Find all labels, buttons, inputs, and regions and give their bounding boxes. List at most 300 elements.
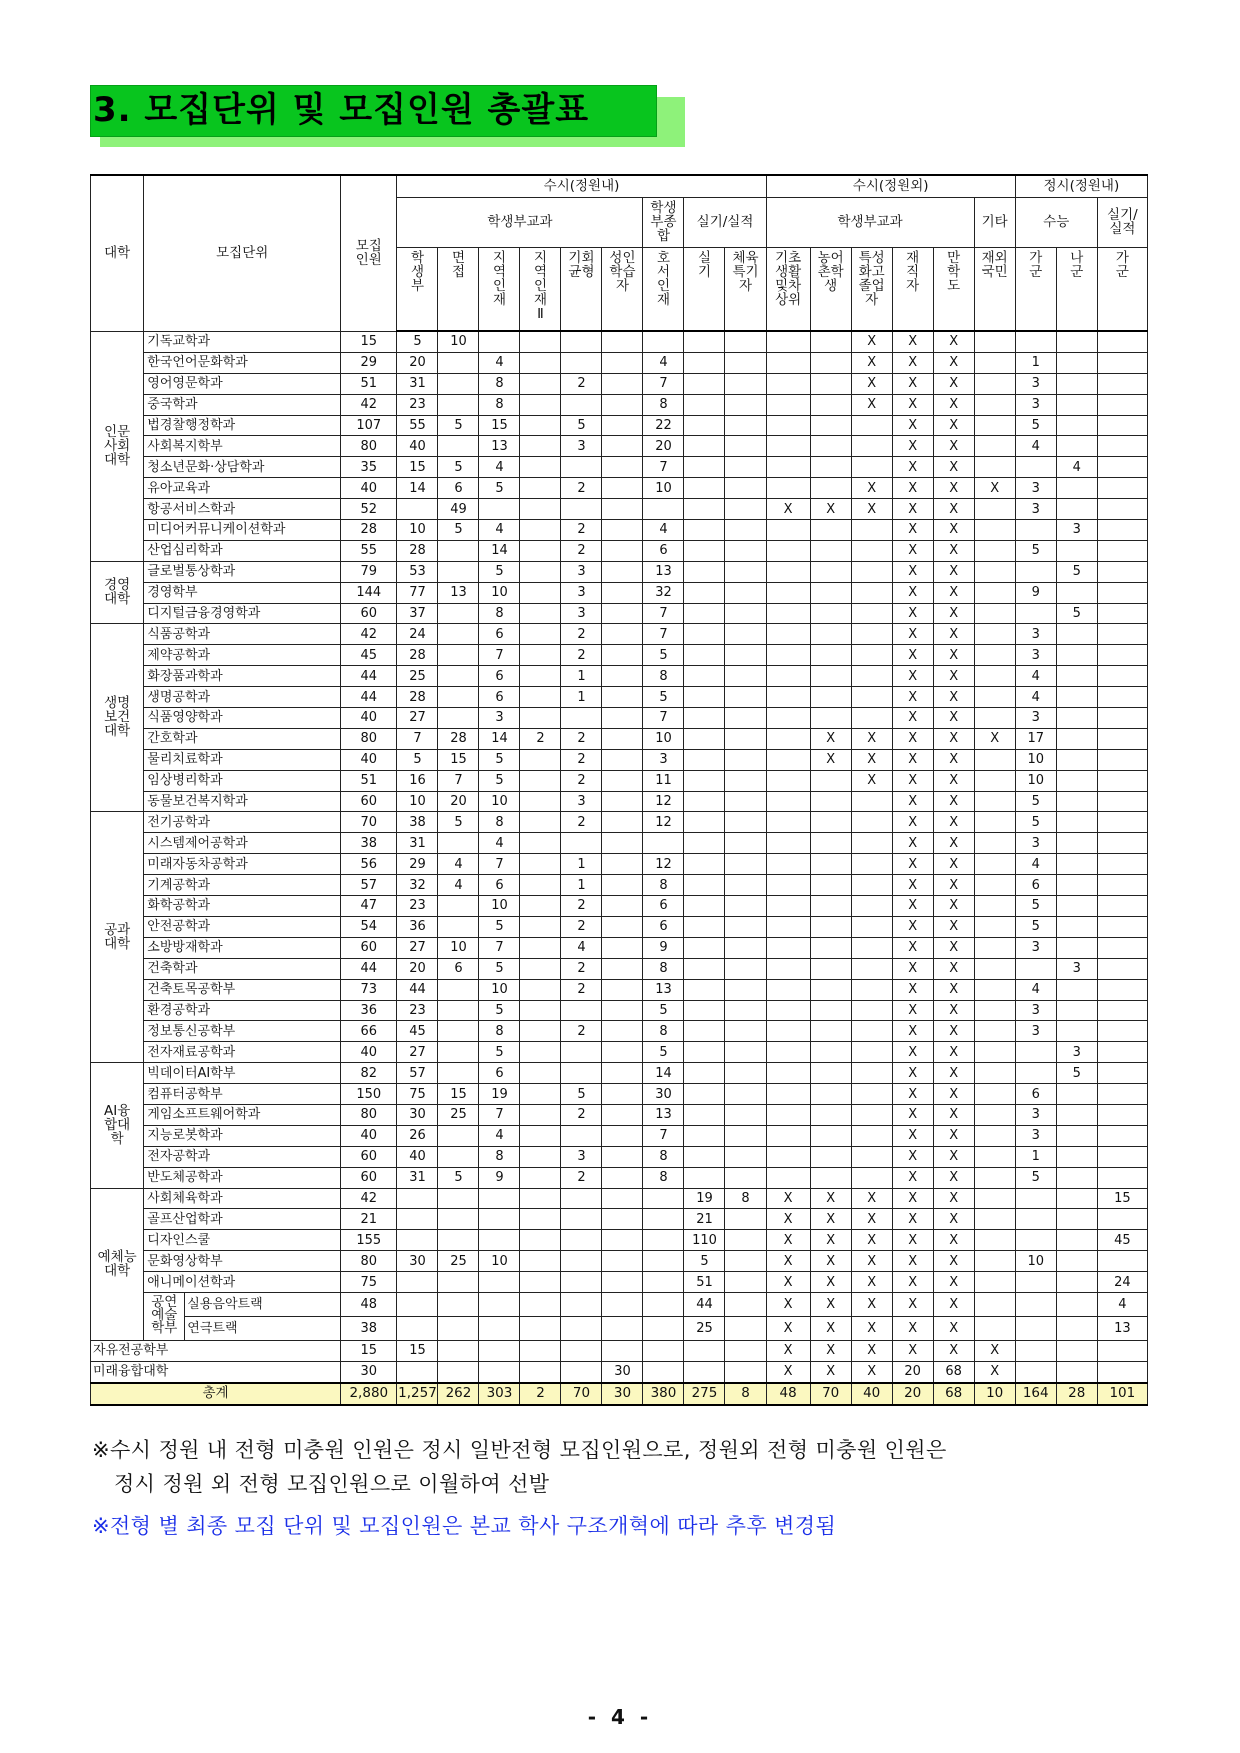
value-cell bbox=[851, 708, 892, 729]
quota-cell: 15 bbox=[341, 1340, 397, 1361]
value-cell: 16 bbox=[397, 770, 438, 791]
value-cell bbox=[643, 833, 684, 854]
value-cell bbox=[1097, 812, 1147, 833]
value-cell: X bbox=[933, 1146, 974, 1167]
value-cell: X bbox=[892, 812, 933, 833]
value-cell bbox=[974, 1000, 1015, 1021]
value-cell: 14 bbox=[479, 728, 520, 749]
quota-cell: 60 bbox=[341, 791, 397, 812]
value-cell bbox=[438, 1188, 479, 1209]
quota-cell: 80 bbox=[341, 728, 397, 749]
value-cell bbox=[851, 1104, 892, 1125]
total-cell: 20 bbox=[892, 1383, 933, 1405]
quota-cell: 40 bbox=[341, 478, 397, 499]
value-cell bbox=[725, 1146, 766, 1167]
value-cell bbox=[520, 561, 561, 582]
value-cell: 5 bbox=[643, 1000, 684, 1021]
value-cell: 6 bbox=[643, 916, 684, 937]
value-cell bbox=[1097, 540, 1147, 561]
value-cell: X bbox=[892, 1251, 933, 1272]
value-cell bbox=[974, 1125, 1015, 1146]
value-cell bbox=[766, 854, 810, 875]
value-cell bbox=[1056, 708, 1097, 729]
value-cell: X bbox=[892, 1104, 933, 1125]
value-cell bbox=[684, 833, 725, 854]
value-cell bbox=[766, 1104, 810, 1125]
value-cell: 38 bbox=[397, 812, 438, 833]
value-cell bbox=[1056, 812, 1097, 833]
value-cell bbox=[1015, 1272, 1056, 1293]
value-cell: 14 bbox=[643, 1063, 684, 1084]
value-cell: X bbox=[766, 1272, 810, 1293]
value-cell bbox=[561, 708, 602, 729]
value-cell: 2 bbox=[561, 624, 602, 645]
note-line-1: ※수시 정원 내 전형 미충원 인원은 정시 일반전형 모집인원으로, 정원외 전형 미충원 인원은 bbox=[92, 1438, 947, 1462]
value-cell bbox=[974, 937, 1015, 958]
value-cell: X bbox=[892, 1167, 933, 1188]
value-cell: X bbox=[892, 1021, 933, 1042]
value-cell bbox=[766, 958, 810, 979]
quota-cell: 44 bbox=[341, 958, 397, 979]
unit-name: 청소년문화·상담학과 bbox=[144, 457, 341, 478]
value-cell: 3 bbox=[1015, 937, 1056, 958]
value-cell bbox=[479, 1272, 520, 1293]
quota-cell: 21 bbox=[341, 1209, 397, 1230]
value-cell bbox=[766, 331, 810, 352]
value-cell: X bbox=[810, 1230, 851, 1251]
value-cell bbox=[810, 1167, 851, 1188]
value-cell bbox=[851, 624, 892, 645]
value-cell bbox=[766, 1125, 810, 1146]
value-cell bbox=[1056, 1188, 1097, 1209]
value-cell: 2 bbox=[561, 1104, 602, 1125]
value-cell: 10 bbox=[479, 896, 520, 917]
value-cell bbox=[520, 1251, 561, 1272]
value-cell bbox=[438, 1292, 479, 1316]
value-cell bbox=[725, 1251, 766, 1272]
value-cell bbox=[766, 373, 810, 394]
value-cell: X bbox=[933, 1340, 974, 1361]
unit-name: 안전공학과 bbox=[144, 916, 341, 937]
total-label: 총계 bbox=[91, 1383, 341, 1405]
value-cell: X bbox=[933, 415, 974, 436]
value-cell: 3 bbox=[1015, 373, 1056, 394]
value-cell: 40 bbox=[397, 436, 438, 457]
note-change bbox=[92, 1511, 836, 1541]
value-cell bbox=[1015, 1042, 1056, 1063]
value-cell bbox=[974, 499, 1015, 520]
value-cell bbox=[810, 958, 851, 979]
table-row bbox=[91, 833, 1148, 854]
value-cell bbox=[684, 352, 725, 373]
value-cell: 6 bbox=[479, 666, 520, 687]
value-cell bbox=[1097, 666, 1147, 687]
value-cell: 5 bbox=[397, 331, 438, 352]
value-cell bbox=[520, 352, 561, 373]
col-header: 학생부 bbox=[397, 247, 438, 331]
value-cell bbox=[438, 436, 479, 457]
value-cell bbox=[1097, 979, 1147, 1000]
value-cell: 27 bbox=[397, 1042, 438, 1063]
value-cell bbox=[810, 854, 851, 875]
value-cell bbox=[851, 666, 892, 687]
note-line-3: ※전형 별 최종 모집 단위 및 모집인원은 본교 학사 구조개혁에 따라 추후 변경됨 bbox=[92, 1514, 837, 1538]
value-cell: X bbox=[933, 561, 974, 582]
value-cell bbox=[520, 1361, 561, 1382]
value-cell bbox=[766, 791, 810, 812]
header-comprehensive: 학생부종합 bbox=[643, 197, 684, 247]
value-cell bbox=[851, 937, 892, 958]
col-header: 지역인재 bbox=[479, 247, 520, 331]
unit-name: 골프산업학과 bbox=[144, 1209, 341, 1230]
value-cell bbox=[1097, 875, 1147, 896]
quota-cell: 51 bbox=[341, 373, 397, 394]
value-cell bbox=[1056, 1104, 1097, 1125]
value-cell bbox=[397, 1316, 438, 1340]
value-cell bbox=[766, 812, 810, 833]
value-cell bbox=[851, 582, 892, 603]
value-cell bbox=[643, 1292, 684, 1316]
value-cell bbox=[684, 791, 725, 812]
value-cell bbox=[725, 791, 766, 812]
value-cell bbox=[766, 478, 810, 499]
col-header: 재직자 bbox=[892, 247, 933, 331]
value-cell bbox=[602, 373, 643, 394]
value-cell: 4 bbox=[479, 520, 520, 541]
unit-name: 전자재료공학과 bbox=[144, 1042, 341, 1063]
value-cell bbox=[684, 1021, 725, 1042]
value-cell bbox=[520, 520, 561, 541]
value-cell bbox=[684, 896, 725, 917]
value-cell bbox=[438, 561, 479, 582]
value-cell bbox=[1097, 499, 1147, 520]
value-cell bbox=[1097, 749, 1147, 770]
quota-cell: 42 bbox=[341, 624, 397, 645]
value-cell: X bbox=[810, 1340, 851, 1361]
value-cell: 5 bbox=[438, 1167, 479, 1188]
value-cell: X bbox=[851, 394, 892, 415]
value-cell: 5 bbox=[1056, 561, 1097, 582]
value-cell: X bbox=[933, 916, 974, 937]
value-cell: X bbox=[933, 1251, 974, 1272]
track-name: 실용음악트랙 bbox=[185, 1292, 341, 1316]
value-cell: 5 bbox=[479, 958, 520, 979]
value-cell: 6 bbox=[479, 624, 520, 645]
value-cell bbox=[561, 1209, 602, 1230]
value-cell: 1 bbox=[561, 666, 602, 687]
value-cell: 12 bbox=[643, 812, 684, 833]
value-cell: X bbox=[766, 499, 810, 520]
value-cell: 44 bbox=[397, 979, 438, 1000]
value-cell bbox=[561, 457, 602, 478]
value-cell: 27 bbox=[397, 708, 438, 729]
table-row bbox=[91, 1042, 1148, 1063]
value-cell bbox=[602, 916, 643, 937]
value-cell bbox=[851, 916, 892, 937]
table-row bbox=[91, 1340, 1148, 1361]
value-cell bbox=[1097, 1125, 1147, 1146]
value-cell bbox=[1097, 1021, 1147, 1042]
college-name bbox=[91, 331, 144, 561]
value-cell bbox=[684, 1000, 725, 1021]
value-cell: X bbox=[892, 1316, 933, 1340]
total-cell: 40 bbox=[851, 1383, 892, 1405]
value-cell bbox=[520, 937, 561, 958]
value-cell: 8 bbox=[643, 666, 684, 687]
value-cell bbox=[1056, 916, 1097, 937]
value-cell bbox=[1056, 415, 1097, 436]
value-cell: 7 bbox=[479, 937, 520, 958]
value-cell bbox=[479, 1230, 520, 1251]
unit-name: 제약공학과 bbox=[144, 645, 341, 666]
value-cell: 6 bbox=[1015, 875, 1056, 896]
value-cell: 5 bbox=[1056, 1063, 1097, 1084]
value-cell bbox=[1097, 708, 1147, 729]
school-label: 공연예술학부 bbox=[151, 1294, 178, 1337]
value-cell bbox=[974, 1021, 1015, 1042]
value-cell: X bbox=[892, 708, 933, 729]
value-cell bbox=[1097, 728, 1147, 749]
value-cell: X bbox=[892, 979, 933, 1000]
quota-cell: 36 bbox=[341, 1000, 397, 1021]
value-cell: 8 bbox=[643, 1167, 684, 1188]
value-cell bbox=[974, 1188, 1015, 1209]
value-cell bbox=[602, 875, 643, 896]
value-cell bbox=[766, 561, 810, 582]
value-cell bbox=[1015, 561, 1056, 582]
value-cell bbox=[725, 520, 766, 541]
value-cell bbox=[520, 415, 561, 436]
value-cell: X bbox=[851, 499, 892, 520]
value-cell bbox=[810, 708, 851, 729]
value-cell: X bbox=[933, 1167, 974, 1188]
value-cell bbox=[602, 1063, 643, 1084]
value-cell bbox=[1015, 603, 1056, 624]
college-label: 경영대학 bbox=[104, 577, 131, 608]
value-cell: 10 bbox=[1015, 770, 1056, 791]
value-cell: 10 bbox=[643, 478, 684, 499]
value-cell: X bbox=[810, 1251, 851, 1272]
value-cell bbox=[766, 708, 810, 729]
value-cell bbox=[810, 770, 851, 791]
table-row bbox=[91, 1230, 1148, 1251]
value-cell: X bbox=[892, 1340, 933, 1361]
value-cell: X bbox=[933, 958, 974, 979]
value-cell bbox=[851, 1021, 892, 1042]
value-cell: 17 bbox=[1015, 728, 1056, 749]
value-cell: X bbox=[851, 1340, 892, 1361]
value-cell bbox=[810, 540, 851, 561]
value-cell bbox=[602, 1209, 643, 1230]
value-cell bbox=[602, 603, 643, 624]
table-row bbox=[91, 582, 1148, 603]
value-cell: 9 bbox=[643, 937, 684, 958]
value-cell: X bbox=[892, 457, 933, 478]
value-cell bbox=[684, 457, 725, 478]
value-cell: X bbox=[851, 1209, 892, 1230]
value-cell bbox=[1056, 436, 1097, 457]
value-cell: X bbox=[851, 1361, 892, 1382]
value-cell: X bbox=[892, 1146, 933, 1167]
value-cell: 10 bbox=[397, 791, 438, 812]
value-cell bbox=[851, 1000, 892, 1021]
unit-name: 화학공학과 bbox=[144, 896, 341, 917]
value-cell bbox=[766, 728, 810, 749]
quota-cell: 56 bbox=[341, 854, 397, 875]
value-cell: X bbox=[933, 1272, 974, 1293]
value-cell bbox=[725, 1167, 766, 1188]
value-cell bbox=[561, 352, 602, 373]
value-cell bbox=[602, 1084, 643, 1105]
value-cell bbox=[1056, 1340, 1097, 1361]
value-cell: 25 bbox=[438, 1104, 479, 1125]
value-cell: 3 bbox=[643, 749, 684, 770]
value-cell: 2 bbox=[561, 770, 602, 791]
value-cell: 32 bbox=[643, 582, 684, 603]
value-cell: 5 bbox=[1015, 1167, 1056, 1188]
value-cell bbox=[725, 582, 766, 603]
table-row bbox=[91, 979, 1148, 1000]
unit-name: 건축학과 bbox=[144, 958, 341, 979]
value-cell bbox=[974, 331, 1015, 352]
value-cell bbox=[1015, 457, 1056, 478]
value-cell: X bbox=[892, 896, 933, 917]
value-cell bbox=[851, 415, 892, 436]
value-cell bbox=[438, 687, 479, 708]
value-cell bbox=[1097, 1209, 1147, 1230]
value-cell bbox=[725, 1042, 766, 1063]
header-jeongsi: 정시(정원내) bbox=[1015, 175, 1147, 197]
value-cell: X bbox=[933, 457, 974, 478]
value-cell bbox=[1056, 791, 1097, 812]
value-cell bbox=[810, 373, 851, 394]
value-cell: 10 bbox=[479, 979, 520, 1000]
value-cell: 7 bbox=[438, 770, 479, 791]
value-cell bbox=[520, 624, 561, 645]
value-cell bbox=[438, 373, 479, 394]
value-cell: X bbox=[851, 1292, 892, 1316]
value-cell: 8 bbox=[479, 812, 520, 833]
value-cell bbox=[851, 812, 892, 833]
value-cell: 5 bbox=[684, 1251, 725, 1272]
value-cell: 2 bbox=[561, 1167, 602, 1188]
value-cell bbox=[810, 645, 851, 666]
value-cell: X bbox=[892, 520, 933, 541]
value-cell: 4 bbox=[643, 520, 684, 541]
table-row bbox=[91, 1167, 1148, 1188]
value-cell: 23 bbox=[397, 896, 438, 917]
value-cell bbox=[974, 958, 1015, 979]
value-cell: 3 bbox=[1015, 478, 1056, 499]
quota-cell: 80 bbox=[341, 436, 397, 457]
title-box bbox=[90, 85, 657, 137]
value-cell: 5 bbox=[479, 1042, 520, 1063]
value-cell: X bbox=[892, 478, 933, 499]
value-cell bbox=[1056, 1316, 1097, 1340]
value-cell: 15 bbox=[479, 415, 520, 436]
value-cell bbox=[974, 373, 1015, 394]
value-cell bbox=[684, 1042, 725, 1063]
value-cell bbox=[1056, 1021, 1097, 1042]
value-cell bbox=[602, 1021, 643, 1042]
value-cell bbox=[725, 749, 766, 770]
value-cell: 31 bbox=[397, 833, 438, 854]
value-cell: X bbox=[766, 1230, 810, 1251]
value-cell bbox=[520, 603, 561, 624]
unit-name: 미디어커뮤니케이션학과 bbox=[144, 520, 341, 541]
col-header: 성인학습자 bbox=[602, 247, 643, 331]
header-unit: 모집단위 bbox=[144, 175, 341, 331]
value-cell: 11 bbox=[643, 770, 684, 791]
value-cell bbox=[725, 1361, 766, 1382]
value-cell bbox=[1056, 896, 1097, 917]
value-cell bbox=[725, 979, 766, 1000]
value-cell: X bbox=[810, 728, 851, 749]
value-cell bbox=[479, 331, 520, 352]
value-cell: 20 bbox=[643, 436, 684, 457]
value-cell bbox=[725, 1209, 766, 1230]
value-cell bbox=[520, 1292, 561, 1316]
value-cell bbox=[974, 708, 1015, 729]
value-cell: X bbox=[892, 1292, 933, 1316]
value-cell bbox=[725, 708, 766, 729]
value-cell bbox=[643, 1361, 684, 1382]
value-cell: 15 bbox=[397, 457, 438, 478]
value-cell bbox=[684, 854, 725, 875]
value-cell: 7 bbox=[643, 457, 684, 478]
value-cell bbox=[810, 937, 851, 958]
value-cell bbox=[643, 1316, 684, 1340]
total-cell: 70 bbox=[810, 1383, 851, 1405]
value-cell: X bbox=[892, 1209, 933, 1230]
unit-name: 건축토목공학부 bbox=[144, 979, 341, 1000]
table-row bbox=[91, 937, 1148, 958]
value-cell bbox=[602, 1251, 643, 1272]
value-cell bbox=[810, 1063, 851, 1084]
value-cell bbox=[974, 540, 1015, 561]
unit-name: 정보통신공학부 bbox=[144, 1021, 341, 1042]
value-cell bbox=[810, 812, 851, 833]
value-cell bbox=[1097, 916, 1147, 937]
table-row bbox=[91, 770, 1148, 791]
value-cell bbox=[1015, 1316, 1056, 1340]
value-cell bbox=[725, 415, 766, 436]
quota-cell: 60 bbox=[341, 937, 397, 958]
value-cell bbox=[520, 436, 561, 457]
value-cell: 15 bbox=[438, 1084, 479, 1105]
value-cell bbox=[684, 624, 725, 645]
value-cell bbox=[766, 394, 810, 415]
value-cell bbox=[974, 770, 1015, 791]
value-cell bbox=[725, 352, 766, 373]
value-cell bbox=[479, 499, 520, 520]
value-cell bbox=[520, 1000, 561, 1021]
value-cell: X bbox=[766, 1316, 810, 1340]
value-cell: 28 bbox=[397, 687, 438, 708]
value-cell bbox=[1097, 457, 1147, 478]
value-cell bbox=[520, 499, 561, 520]
value-cell: X bbox=[851, 478, 892, 499]
value-cell: X bbox=[851, 1251, 892, 1272]
value-cell: 27 bbox=[397, 937, 438, 958]
value-cell: 5 bbox=[561, 1084, 602, 1105]
value-cell bbox=[1015, 331, 1056, 352]
table-row bbox=[91, 1021, 1148, 1042]
quota-cell: 80 bbox=[341, 1251, 397, 1272]
value-cell: 4 bbox=[643, 352, 684, 373]
value-cell bbox=[1056, 770, 1097, 791]
value-cell: 5 bbox=[1015, 791, 1056, 812]
